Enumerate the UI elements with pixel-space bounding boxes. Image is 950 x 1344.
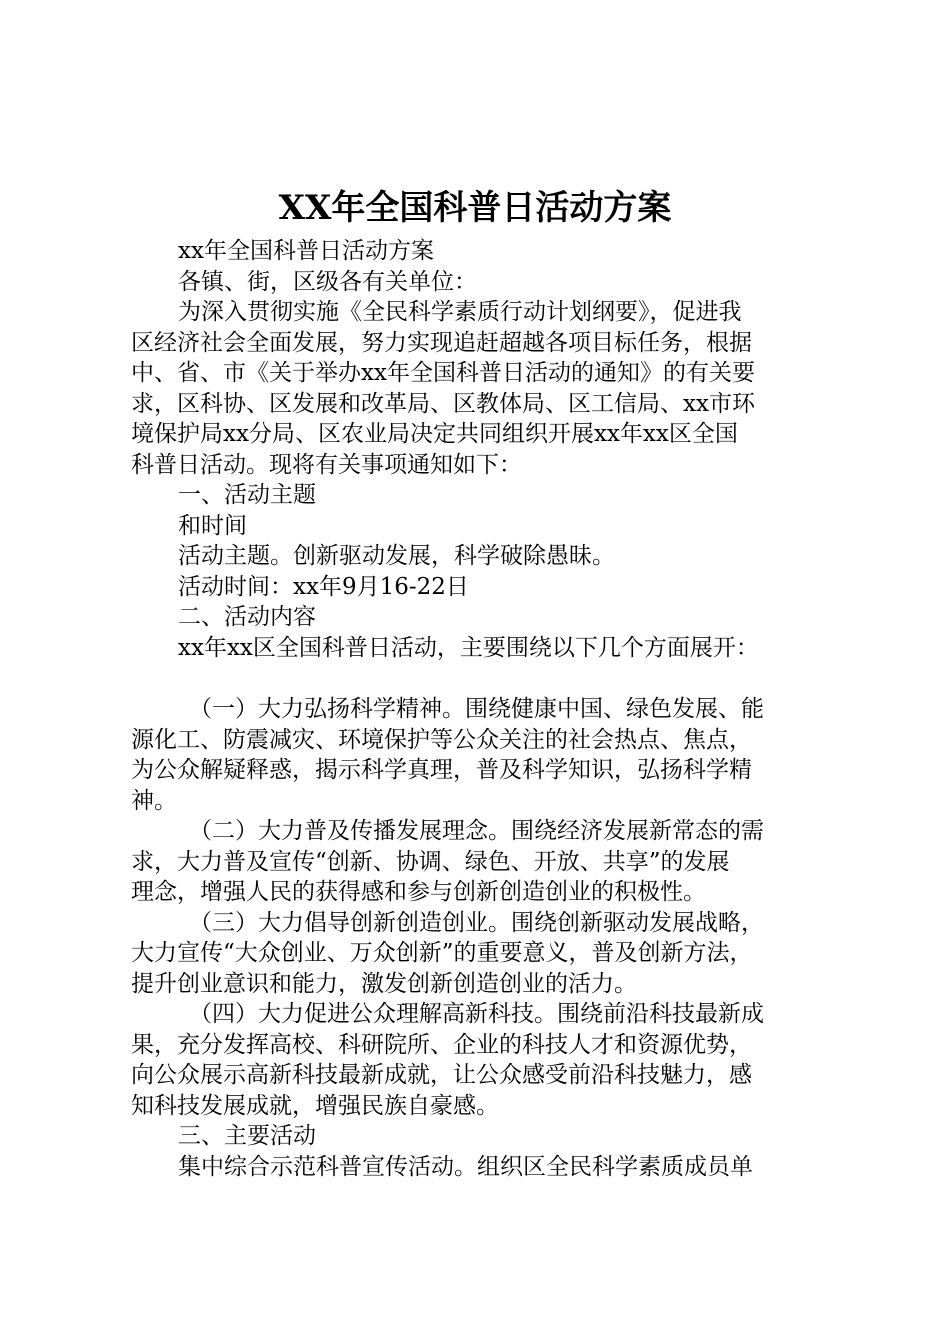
paragraph-line: 活动时间：xx年9月16-22日 (178, 573, 469, 600)
paragraph-line: （一）大力弘扬科学精神。围绕健康中国、绿色发展、能 (189, 696, 764, 722)
paragraph-line: xx年xx区全国科普日活动，主要围绕以下几个方面展开： (178, 634, 759, 661)
paragraph-line: 科普日活动。现将有关事项通知如下： (131, 451, 522, 478)
paragraph-line: 向公众展示高新科技最新成就，让公众感受前沿科技魅力，感 (131, 1062, 752, 1088)
paragraph-line: 源化工、防震减灾、环境保护等公众关注的社会热点、焦点， (131, 726, 752, 753)
salutation: 各镇、街，区级各有关单位： (178, 268, 477, 295)
paragraph-line: 大力宣传“大众创业、万众创新”的重要意义，普及创新方法， (131, 940, 753, 966)
paragraph-line: 区经济社会全面发展，努力实现追赶超越各项目标任务，根据 (131, 329, 752, 356)
paragraph-line: 知科技发展成就，增强民族自豪感。 (131, 1092, 499, 1119)
paragraph-line: 活动主题。创新驱动发展，科学破除愚昧。 (178, 543, 615, 569)
document-title: XX年全国科普日活动方案 (278, 188, 672, 228)
paragraph-line: 提升创业意识和能力，激发创新创造创业的活力。 (131, 970, 637, 997)
section-heading: 一、活动主题 (178, 482, 316, 508)
section-heading-continued: 和时间 (178, 512, 247, 539)
subtitle-line: xx年全国科普日活动方案 (178, 238, 434, 264)
document-body (131, 236, 831, 1182)
paragraph-line: 集中综合示范科普宣传活动。组织区全民科学素质成员单 (178, 1153, 753, 1180)
paragraph-line: 为深入贯彻实施《全民科学素质行动计划纲要》，促进我 (178, 299, 742, 325)
paragraph-line: （三）大力倡导创新创造创业。围绕创新驱动发展战略， (189, 909, 764, 936)
paragraph-line: 理念，增强人民的获得感和参与创新创造创业的积极性。 (131, 879, 706, 905)
paragraph-line: （四）大力促进公众理解高新科技。围绕前沿科技最新成 (189, 1001, 764, 1027)
section-heading: 二、活动内容 (178, 604, 316, 630)
paragraph-line: 为公众解疑释惑，揭示科学真理，普及科学知识，弘扬科学精 (131, 757, 752, 783)
paragraph-line: 求，大力普及宣传“创新、协调、绿色、开放、共享”的发展 (131, 848, 730, 875)
paragraph-line: 中、省、市《关于举办xx年全国科普日活动的通知》的有关要 (131, 360, 755, 386)
paragraph-line: 求，区科协、区发展和改革局、区教体局、区工信局、xx市环 (131, 390, 755, 417)
paragraph-line: 果，充分发挥高校、科研院所、企业的科技人才和资源优势， (131, 1031, 752, 1058)
paragraph-line: 神。 (131, 787, 177, 814)
section-heading: 三、主要活动 (178, 1123, 316, 1149)
paragraph-line: （二）大力普及传播发展理念。围绕经济发展新常态的需 (189, 818, 764, 844)
paragraph-line: 境保护局xx分局、区农业局决定共同组织开展xx年xx区全国 (131, 421, 738, 447)
